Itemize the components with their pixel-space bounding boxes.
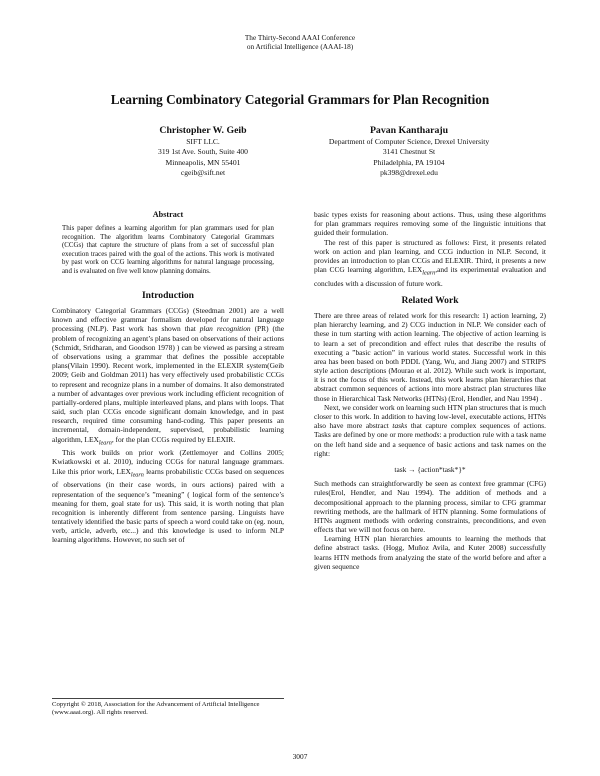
author-email: cgeib@sift.net (180, 168, 226, 178)
structure-paragraph: The rest of this paper is structured as follows: First, it presents related work on action and plan learning, and CCG induction in NLP. Second, it provides an introduction to plan CCGs and ELEXIR. Third, it presents a new plan CCG learning algorithm, $LEX_{learn},and$ its experimental evaluation and concludes with a discussion of future work. (314, 237, 546, 288)
conference-line-1: The Thirty-Second AAAI Conference (244, 33, 356, 42)
related-paragraph-1: There are three areas of related work for this research: 1) action learning, 2) plan hierarchy learning, and 2) CCG induction in NLP. We consider each of these in turn starting with action learning. The objective of action learning is to learn a set of precondition and effect rules that describe the results of executing a ”basic action” in various world states. Successful work in this area has been based on both PDDL (Yang, Wu, and Jiang 2007) and STRIPS style action descriptions (Mourao et al. 2012). While such work is important, it is not the focus of this work. Instead, this work learns plan hierarchies that abstract common sequences of actions into more abstract plan structures like those in Hierarchical Task Networks (HTNs) (Erol, Hendler, and Nau 1994) . (314, 310, 546, 403)
author-city: Minneapolis, MN 55401 (165, 157, 241, 167)
author-address: 3141 Chestnut St (382, 147, 436, 157)
author-name: Christopher W. Geib (159, 125, 247, 136)
author-email: pk398@drexel.edu (380, 168, 438, 178)
abstract-text: This paper defines a learning algorithm for plan grammars used for plan recognition. The algorithm learns Combinatory Categorial Grammars (CCGs) that capture the structure of plans from a set of successful plan execution traces paired with the goal of the actions. This work is motivated by past work on CCG learning algorithms for natural language processing, and is evaluated on five well know planning domains. (62, 225, 274, 275)
left-column (52, 210, 284, 545)
copyright-notice: Copyright © 2018, Association for the Advancement of Artificial Intelligence (www.aaai.org). All rights reserved. (52, 698, 284, 718)
author-affiliation: Department of Computer Science, Drexel University (328, 137, 490, 146)
author-name: Pavan Kantharaju (369, 125, 449, 136)
intro-paragraph-1: Combinatory Categorial Grammars (CCGs) (Steedman 2001) are a well known and effective grammar formalism developed for natural language processing (NLP). Past work has shown that plan recognition (PR) (the problem of recognizing an agent’s plans based on observations of their actions (Schmidt, Sridharan, and Goodson 1978) ) can be viewed as parsing a stream of observations using a grammar that defines the possible acceptable plans(Vilain 1990). Recent work, implemented in the ELEXIR system(Geib 2009; Geib and Goldman 2011) has very effectively used probabilistic CCGs to represent and recognize plans in a number of domains. It also demonstrated a number of advantages over previous work including efficient recognition of partially-ordered plans, multiple interleaved plans, and plans with loops. That said, such plan CCGs encode significant domain knowledge, and in past research, required time consuming hand-coding. This paper presents an incremental, domain-independent, supervised, probabilistic learning algorithm, $LEX_{learn}$, for the plan CCGs required by ELEXIR. (52, 306, 284, 447)
author-block-1 (83, 125, 323, 179)
author-affiliation: SIFT LLC. (186, 137, 220, 146)
related-paragraph-3: Such methods can straightforwardly be seen as context free grammar (CFG) rules(Erol, Hendler, and Nau 1994). The addition of methods and a decompositional approach to the planning process, similar to CFG grammar rewriting methods, are the hallmark of HTN planning. Some formulations of HTNs augment methods with ordering constraints, preconditions, and even effects that we will not focus on here. (314, 479, 546, 535)
author-address: 319 1st Ave. South, Suite 400 (158, 147, 248, 157)
conference-header (0, 33, 600, 51)
related-paragraph-4: Learning HTN plan hierarchies amounts to learning the methods that define abstract tasks. (Hogg, Muñoz Avila, and Kuter 2008) successfully learns HTN methods from analyzing the state of the world before and after a given sequence (314, 534, 546, 571)
related-work-heading: Related Work (401, 294, 459, 306)
paper-title: Learning Combinatory Categorial Grammars for Plan Recognition (110, 92, 490, 107)
page-number: 3007 (292, 752, 308, 761)
introduction-heading: Introduction (141, 290, 195, 301)
right-column (314, 210, 546, 571)
author-block-2 (289, 125, 529, 179)
conference-line-2: on Artificial Intelligence (AAAI-18) (246, 42, 354, 51)
intro-paragraph-2: This work builds on prior work (Zettlemoyer and Collins 2005; Kwiatkowski et al. 2010), inducing CCGs for natural language grammars. Like this prior work, $LEX_{learn}$ learns probabilistic CCGs based on sequences of observations (in their case words, in ours actions) paired with a representation of the sequence’s ”meaning” ( logical form of the sentence’s meaning for them, goal state for us). This said, it is worth noting that plan recognition is inherently different from sentence parsing. Linguists have tentatively identified the basic parts of speech a word could take on (eg. noun, verb, article, adverb, etc...) and this knowledge is used to inform NLP learning algorithms. However, no such set of (52, 448, 284, 545)
abstract-heading: Abstract (152, 210, 184, 219)
author-city: Philadelphia, PA 19104 (373, 157, 445, 167)
related-paragraph-2: Next, we consider work on learning such HTN plan structures that is much closer to this work. In addition to having low-level, executable actions, HTNs also have more abstract tasks that capture complex sequences of actions. Tasks are defined by one or more methods: a production rule with a task name on the left hand side and a sequence of basic actions and task names on the right: (314, 402, 546, 458)
continued-paragraph: basic types exists for reasoning about actions. Thus, using these algorithms for plan grammars requires removing some of the linguistic intuitions that guided their formulation. (314, 210, 546, 238)
method-equation: task → {action*task*}* (394, 464, 466, 474)
